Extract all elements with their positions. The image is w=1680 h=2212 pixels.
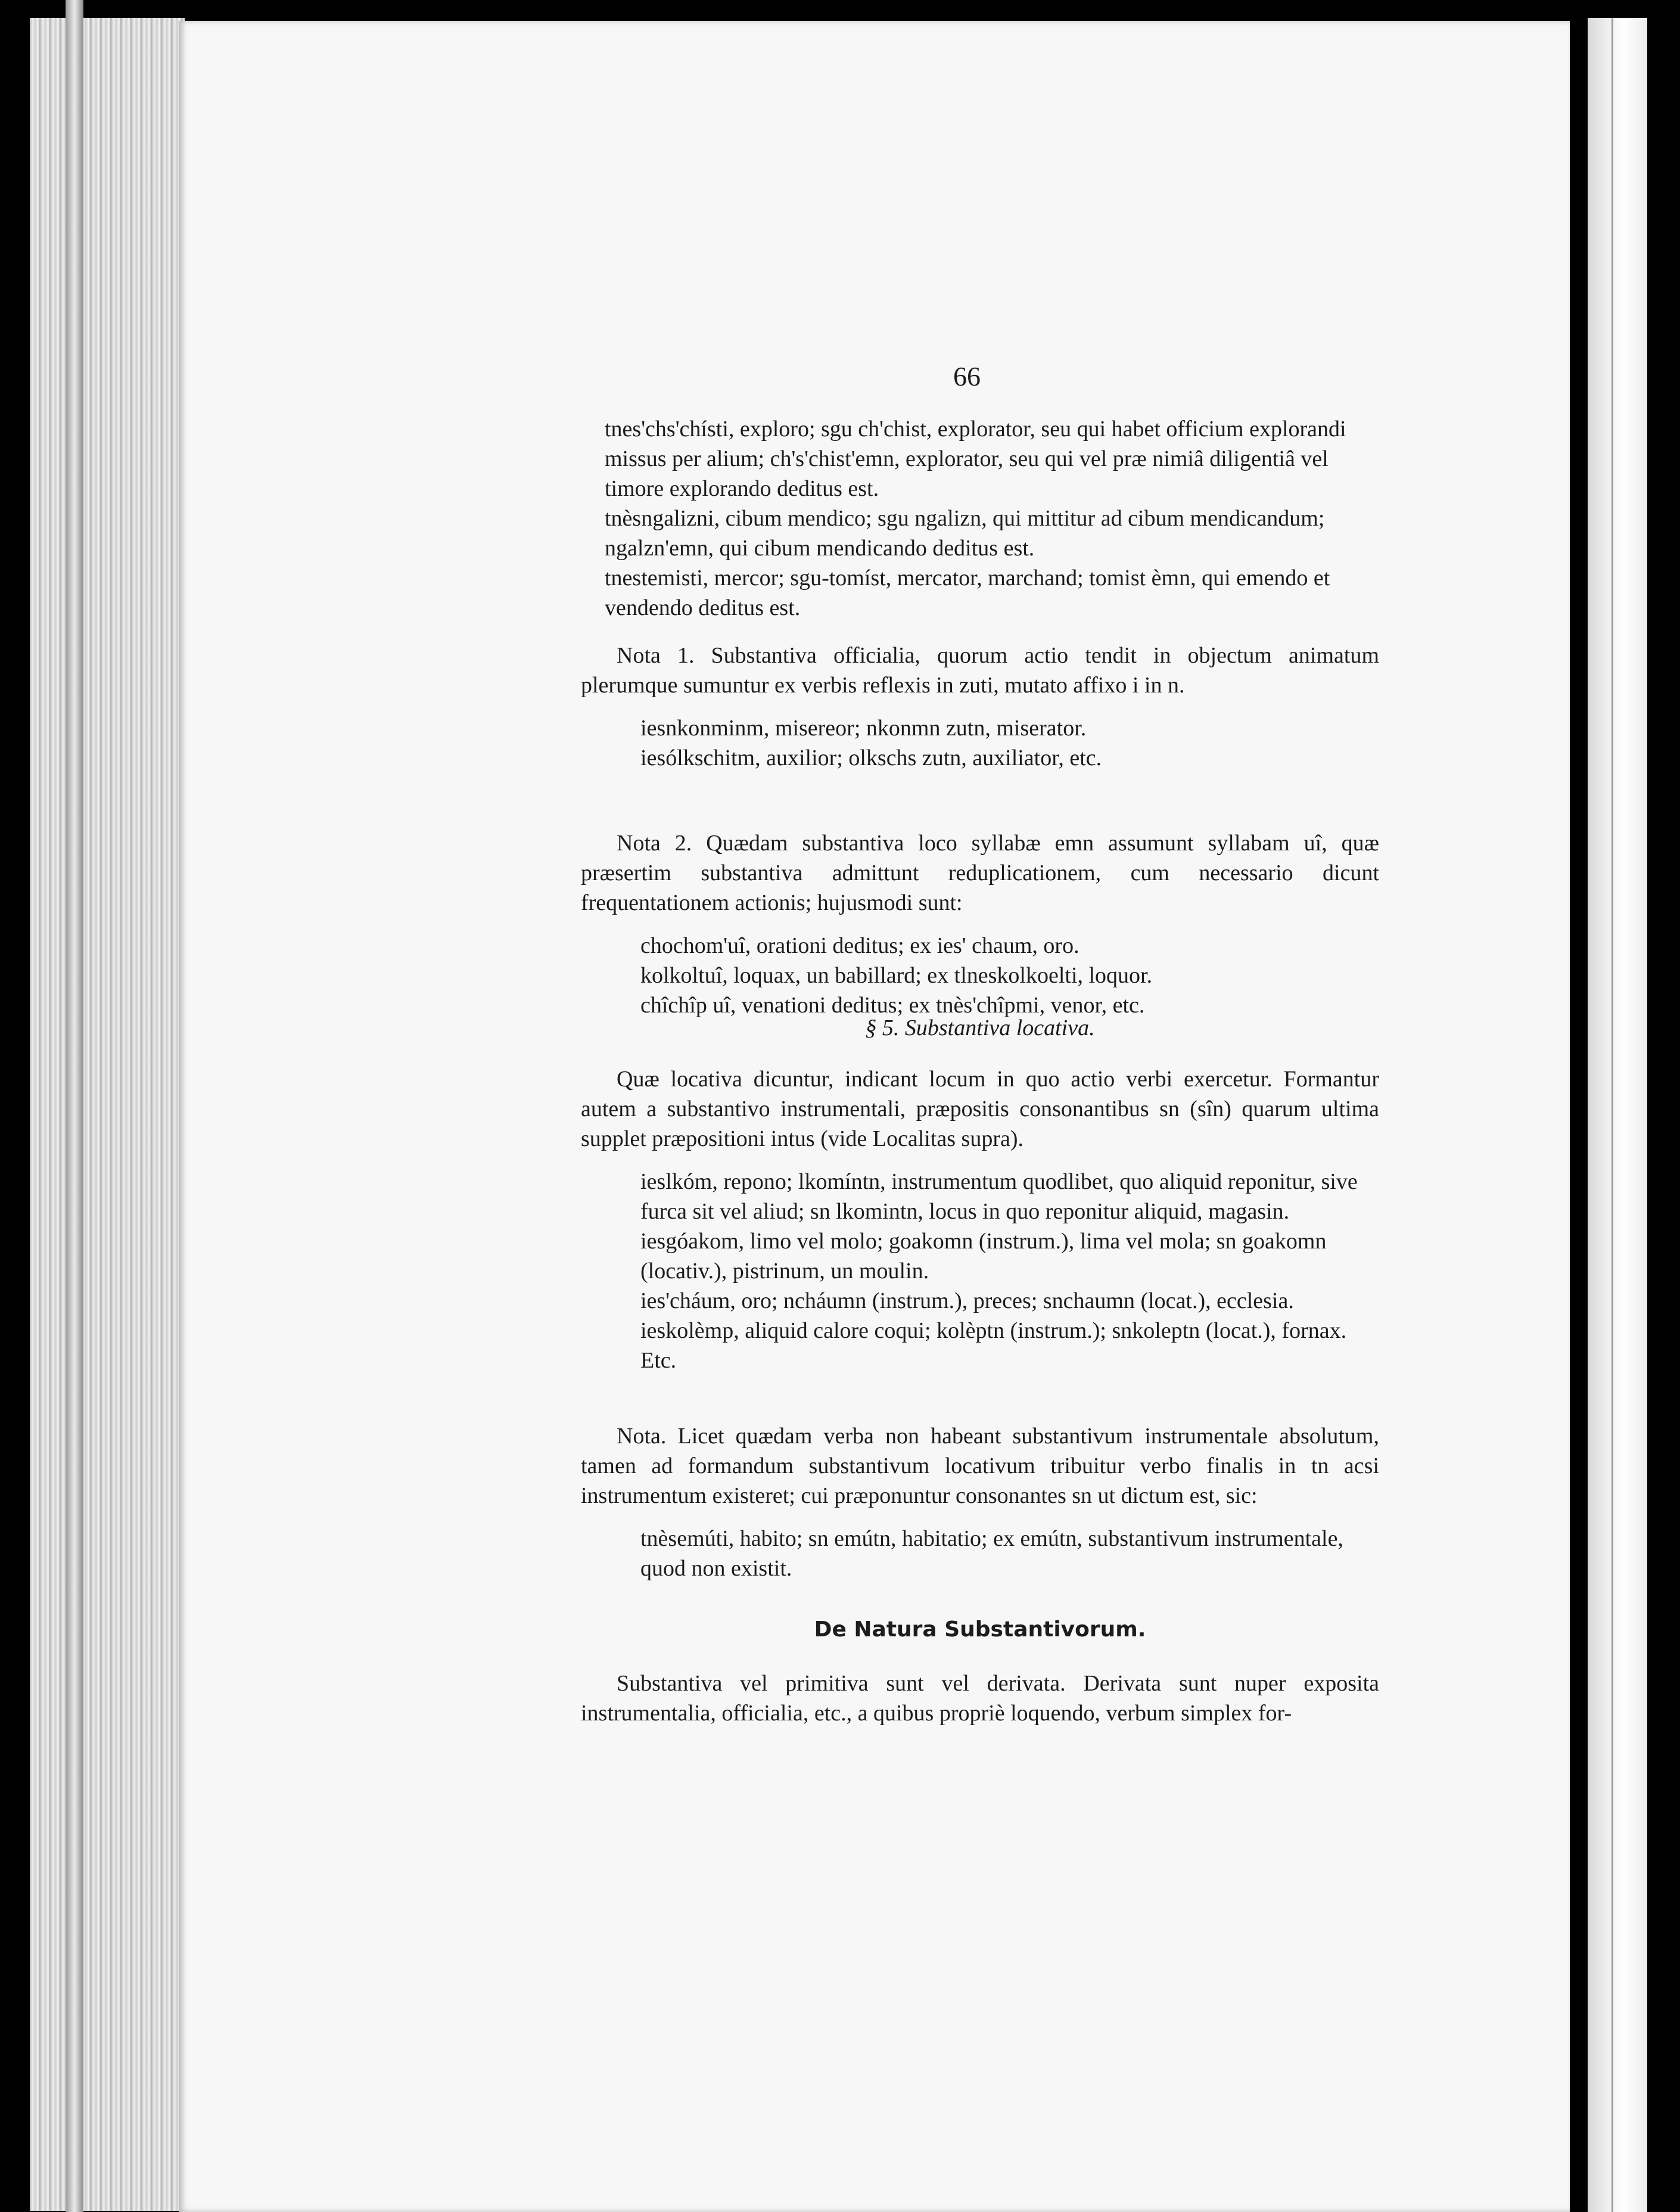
book-page-edges-left [30, 18, 185, 2211]
nota2-example: chochom'uî, orationi deditus; ex ies' chaum, oro. [640, 933, 1079, 958]
entries-block-1 [581, 414, 1379, 623]
nota3-block [581, 1421, 1379, 1583]
final-block [581, 1615, 1379, 1728]
nota2-paragraph: Nota 2. Quædam substantiva loco syllabæ emn assumunt syllabam uî, quæ præsertim substantiva admittunt reduplicationem, cum necessario dicunt frequentationem actionis; hujusmodi sunt: [581, 831, 1379, 915]
nota2-example: chîchîp uî, venationi deditus; ex tnès'chîpmi, venor, etc. [640, 993, 1145, 1018]
book-spine-shadow [66, 0, 83, 2212]
section-heading: De Natura Substantivorum. [814, 1617, 1146, 1642]
entry: tnestemisti, mercor; sgu-tomíst, mercator, marchand; tomist èmn, qui emendo et vendendo deditus est. [605, 566, 1330, 620]
entry: tnes'chs'chísti, exploro; sgu ch'chist, explorator, seu qui habet officium explorandi missus per alium; ch's'chist'emn, explorator, seu qui vel præ nimiâ diligentiâ vel timore explorando deditus est. [605, 417, 1346, 501]
page-number: 66 [953, 361, 981, 392]
nota1-block [581, 641, 1379, 773]
section5-example: ies'cháum, oro; ncháumn (instrum.), preces; snchaumn (locat.), ecclesia. [640, 1288, 1294, 1313]
nota2-block [581, 828, 1379, 1020]
final-paragraph: Substantiva vel primitiva sunt vel derivata. Derivata sunt nuper exposita instrumentalia, officialia, etc., a quibus propriè loquendo, verbum simplex for- [581, 1671, 1379, 1726]
section5-paragraph: Quæ locativa dicuntur, indicant locum in quo actio verbi exercetur. Formantur autem a substantivo instrumentali, præpositis consonantibus sn (sîn) quarum ultima supplet præpositioni intus (vide Localitas supra). [581, 1067, 1379, 1151]
section5-block [581, 1013, 1379, 1375]
entry: tnèsngalizni, cibum mendico; sgu ngalizn, qui mittitur ad cibum mendicandum; ngalzn'emn, qui cibum mendicando deditus est. [605, 506, 1325, 561]
section5-example: ieslkóm, repono; lkomíntn, instrumentum quodlibet, quo aliquid reponitur, sive furca sit vel aliud; sn lkomintn, locus in quo reponitur aliquid, magasin. [640, 1169, 1358, 1224]
nota3-example: tnèsemúti, habito; sn emútn, habitatio; ex emútn, substantivum instrumentale, quod non existit. [640, 1526, 1343, 1581]
section5-example: ieskolèmp, aliquid calore coqui; kolèptn (instrum.); snkoleptn (locat.), fornax. Etc. [640, 1318, 1347, 1373]
book-page-edges-right [1588, 18, 1647, 2212]
nota2-example: kolkoltuî, loquax, un babillard; ex tlneskolkoelti, loquor. [640, 963, 1153, 988]
nota1-paragraph: Nota 1. Substantiva officialia, quorum actio tendit in objectum animatum plerumque sumuntur ex verbis reflexis in zuti, mutato affixo i in n. [581, 643, 1379, 698]
nota3-paragraph: Nota. Licet quædam verba non habeant substantivum instrumentale absolutum, tamen ad formandum substantivum locativum tribuitur verbo finalis in tn acsi instrumentum existeret; cui præponuntur consonantes sn ut dictum est, sic: [581, 1424, 1379, 1508]
nota1-example: iesólkschitm, auxilior; olkschs zutn, auxiliator, etc. [640, 745, 1102, 771]
section-title: § 5. Substantiva locativa. [865, 1015, 1095, 1040]
section5-example: iesgóakom, limo vel molo; goakomn (instrum.), lima vel mola; sn goakomn (locativ.), pistrinum, un moulin. [640, 1229, 1327, 1284]
nota1-example: iesnkonminm, misereor; nkonmn zutn, miserator. [640, 716, 1087, 741]
